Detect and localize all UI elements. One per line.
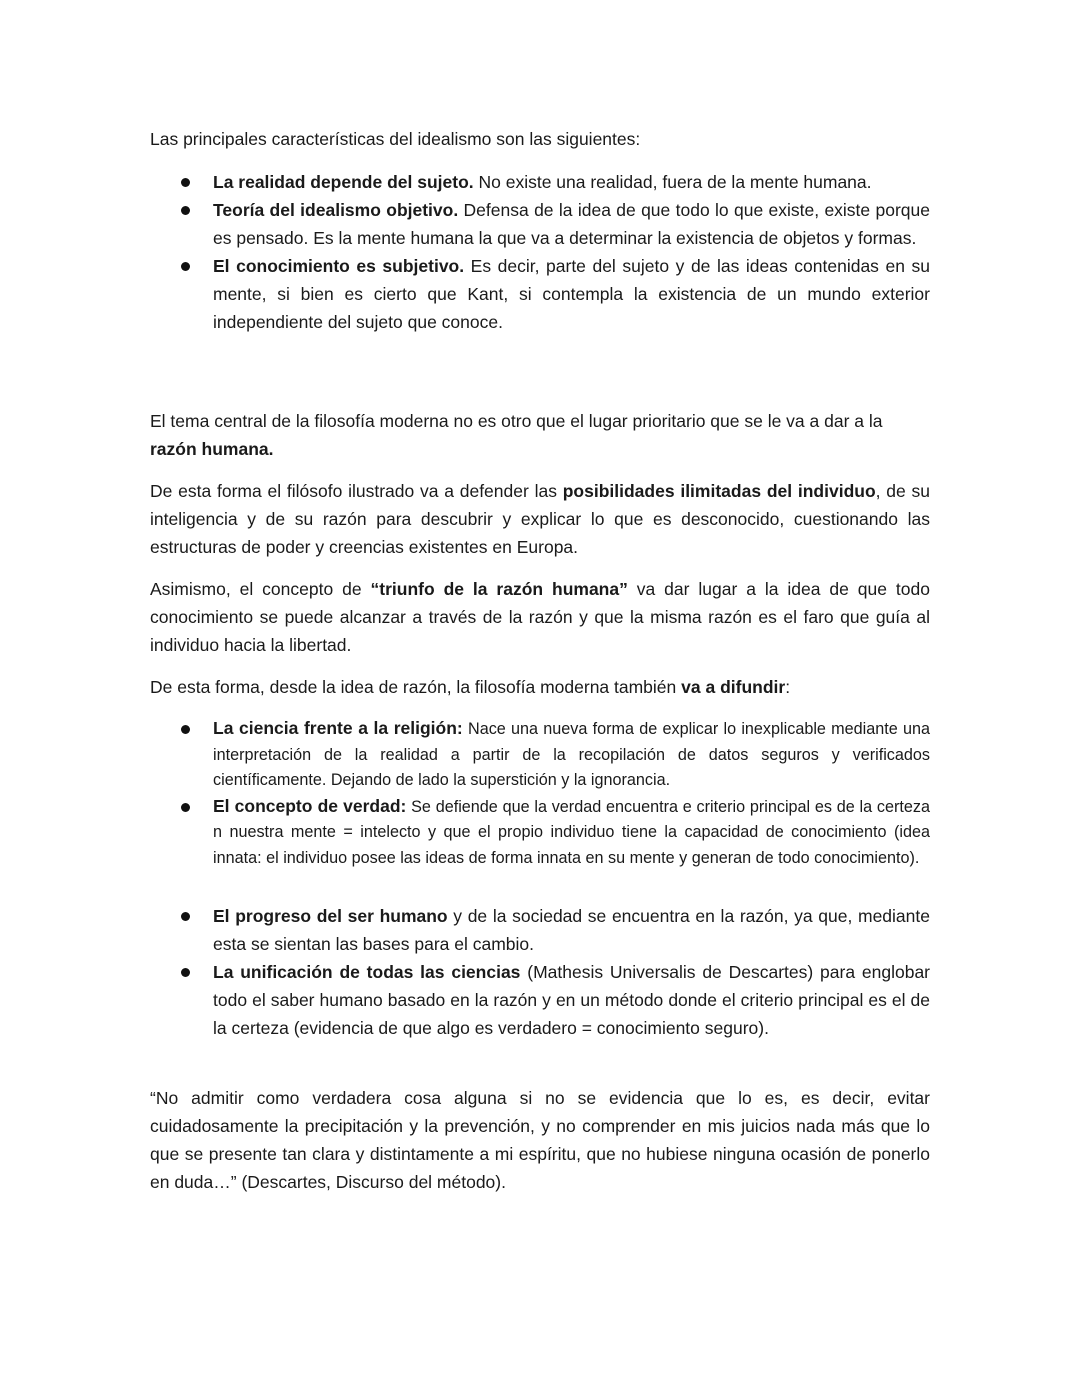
item-text: Es decir, parte del sujeto y de las ideas contenidas en su mente, si bien es cierto que Kant, si contempla la existencia de un mundo exterior independiente del sujeto que conoce. bbox=[213, 256, 930, 332]
item-text: (Mathesis Universalis de Descartes) para englobar todo el saber humano basado en la razón y en un método donde el criterio principal es el de la certeza (evidencia de que algo es verdadero = conocimiento seguro). bbox=[213, 962, 931, 1038]
item-bold: La ciencia frente a la religión: bbox=[213, 718, 463, 738]
item-bold: El progreso del ser humano bbox=[213, 906, 448, 926]
item-bold: Teoría del idealismo objetivo. bbox=[213, 200, 459, 220]
paragraph-text: Asimismo, el concepto de bbox=[150, 579, 371, 599]
idealism-list bbox=[150, 168, 930, 336]
modern-list-continued bbox=[150, 902, 930, 1042]
list-item bbox=[150, 252, 930, 336]
paragraph-bold: posibilidades ilimitadas del individuo bbox=[562, 481, 876, 501]
paragraph-text: De esta forma, desde la idea de razón, la filosofía moderna también bbox=[150, 677, 682, 697]
paragraph-text: , de su inteligencia y de su razón para descubrir y explicar lo que es desconocido, cuestionando las estructuras de poder y creencias existentes en Europa. bbox=[150, 481, 930, 557]
item-bold: La unificación de todas las ciencias bbox=[213, 962, 521, 982]
list-item bbox=[150, 196, 930, 252]
item-text: No existe una realidad, fuera de la mente humana. bbox=[473, 172, 872, 192]
list-item bbox=[150, 168, 930, 196]
paragraph-text: va dar lugar a la idea de que todo conocimiento se puede alcanzar a través de la razón y que la misma razón es el faro que guía al individuo hacia la libertad. bbox=[150, 579, 930, 655]
paragraph-forma bbox=[150, 477, 930, 561]
descartes-quote: “No admitir como verdadera cosa alguna si no se evidencia que lo es, es decir, evitar cuidadosamente la precipitación y la prevención, y no comprender en mis juicios nada más que lo que se presente tan clara y distintamente a mi espíritu, que no hubiese ninguna ocasión de ponerlo en duda…” (Descartes, Discurso del método). bbox=[150, 1088, 930, 1192]
paragraph-bold: “triunfo de la razón humana” bbox=[370, 579, 628, 599]
item-text: y de la sociedad se encuentra en la razón, ya que, mediante esta se sientan las bases para el cambio. bbox=[213, 906, 930, 954]
item-text: Se defiende que la verdad encuentra e criterio principal es de la certeza n nuestra mente = intelecto y que el propio individuo tiene la capacidad de conocimiento (idea innata: el individuo posee las ideas de forma innata en su mente y generan de todo conocimiento). bbox=[213, 797, 930, 867]
paragraph-difundir bbox=[150, 673, 930, 701]
list-item bbox=[150, 902, 930, 958]
paragraph-text: : bbox=[785, 677, 791, 697]
item-text: Defensa de la idea de que todo lo que existe, existe porque es pensado. Es la mente humana la que va a determinar la existencia de objetos y formas. bbox=[213, 200, 930, 248]
paragraph-text: De esta forma el filósofo ilustrado va a defender las bbox=[150, 481, 563, 501]
paragraph-bold: razón humana. bbox=[150, 439, 274, 459]
intro-idealism: Las principales características del idealismo son las siguientes: bbox=[150, 129, 641, 149]
list-item bbox=[150, 716, 930, 794]
list-item bbox=[150, 958, 930, 1042]
item-bold: El conocimiento es subjetivo. bbox=[213, 256, 465, 276]
modern-list bbox=[150, 716, 930, 871]
item-bold: El concepto de verdad: bbox=[213, 795, 407, 816]
list-item bbox=[150, 794, 930, 872]
paragraph-bold: va a difundir bbox=[681, 677, 786, 697]
paragraph-text: El tema central de la filosofía moderna no es otro que el lugar prioritario que se le va a dar a la bbox=[150, 411, 883, 431]
item-text: Nace una nueva forma de explicar lo inexplicable mediante una interpretación de la realidad a partir de la recopilación de datos seguros y verificados científicamente. Dejando de lado la superstición y la ignorancia. bbox=[213, 720, 930, 789]
paragraph-asimismo bbox=[150, 575, 930, 659]
item-bold: La realidad depende del sujeto. bbox=[213, 172, 474, 192]
paragraph-tema bbox=[150, 407, 930, 463]
